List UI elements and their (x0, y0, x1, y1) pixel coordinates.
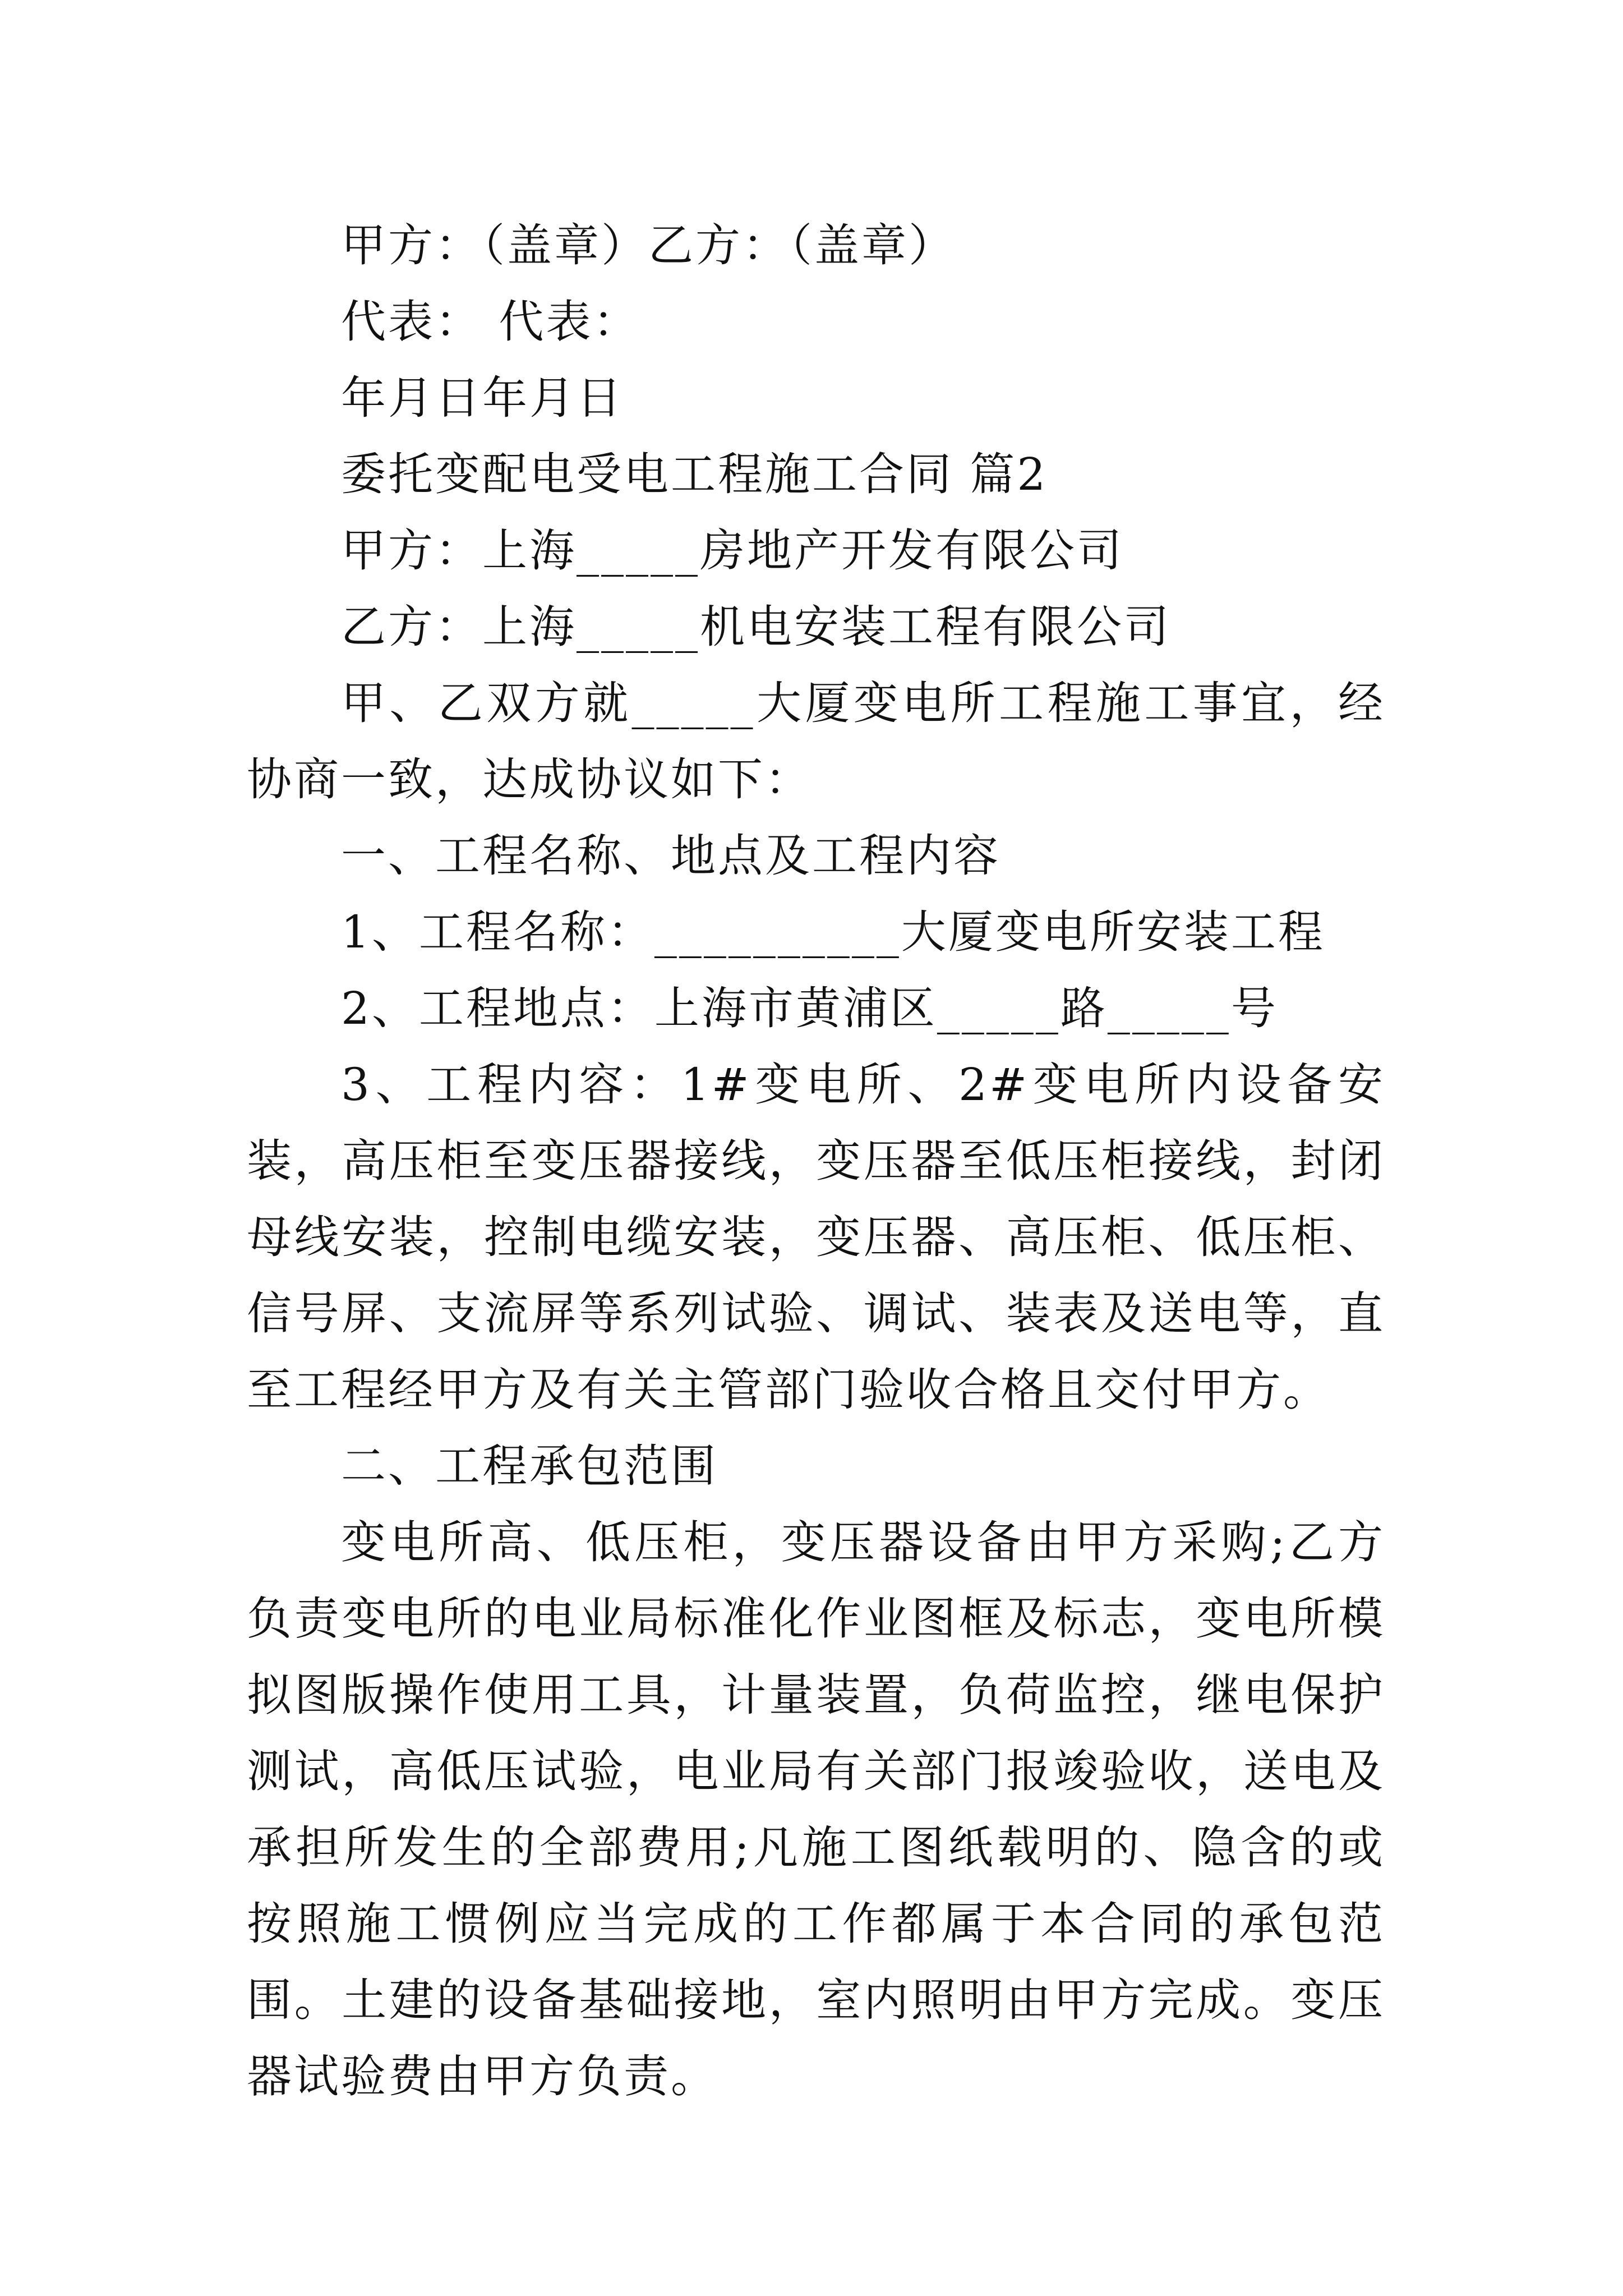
document-body (247, 208, 1385, 2115)
contract-title: 委托变配电受电工程施工合同 篇2 (341, 448, 1048, 500)
signature-representative-line: 代表： 代表： (341, 296, 640, 348)
project-location-item: 2、工程地点：上海市黄浦区_____路_____号 (341, 982, 1278, 1034)
party-b-line: 乙方：上海_____机电安装工程有限公司 (341, 601, 1171, 653)
scope-paragraph: 变电所高、低压柜，变压器设备由甲方采购;乙方负责变电所的电业局标准化作业图框及标志，变电所模拟图版操作使用工具，计量装置，负荷监控，继电保护测试，高低压试验，电业局有关部门报竣验收，送电及承担所发生的全部费用;凡施工图纸载明的、隐含的或按照施工惯例应当完成的工作都属于本合同的承包范围。土建的设备基础接地，室内照明由甲方完成。变压器试验费由甲方负责。 (247, 1516, 1385, 2102)
project-name-item: 1、工程名称：__________大厦变电所安装工程 (341, 906, 1325, 958)
project-content-paragraph: 3、工程内容：1#变电所、2#变电所内设备安装，高压柜至变压器接线，变压器至低压柜接线，封闭母线安装，控制电缆安装，变压器、高压柜、低压柜、信号屏、支流屏等系列试验、调试、装表及送电等，直至工程经甲方及有关主管部门验收合格且交付甲方。 (247, 1059, 1385, 1416)
section-1-heading: 一、工程名称、地点及工程内容 (341, 830, 1000, 882)
signature-date-line: 年月日年月日 (341, 372, 624, 424)
intro-paragraph: 甲、乙双方就_____大厦变电所工程施工事宜，经协商一致，达成协议如下： (247, 677, 1385, 806)
section-2-heading: 二、工程承包范围 (341, 1440, 718, 1492)
signature-party-line: 甲方：（盖章）乙方：（盖章） (341, 219, 956, 272)
party-a-line: 甲方：上海_____房地产开发有限公司 (341, 524, 1124, 577)
